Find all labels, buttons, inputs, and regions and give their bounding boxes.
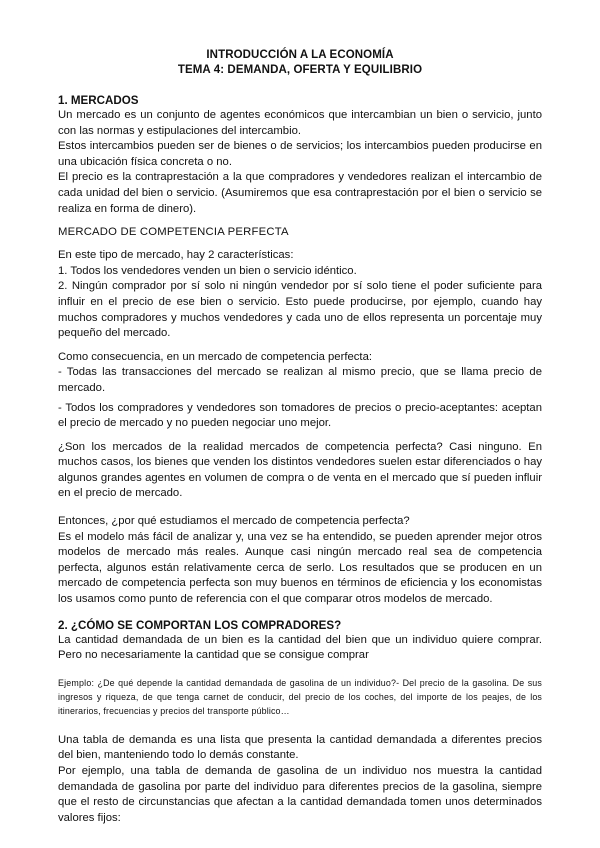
characteristics-intro: En este tipo de mercado, hay 2 características:	[58, 249, 294, 262]
characteristic-1: 1. Todos los vendedores venden un bien o servicio idéntico.	[58, 264, 357, 277]
example-text: ¿De qué depende la cantidad demandada de gasolina de un individuo?- Del precio de la gasolina. De sus ingresos y riqueza, de que tenga carnet de conducir, del precio de los coches, del importe de los peajes, de los itinerarios, frecuencias y precios del transporte público…	[58, 677, 542, 716]
why-study-answer: Es el modelo más fácil de analizar y, una vez se ha entendido, se pueden aprender mejor otros modelos de mercado más reales. Aunque casi ningún mercado real sea de competencia perfecta, algunos están relativamente cerca de serlo. Los resultados que se producen en un mercado de competencia perfecta son muy buenos en términos de eficiencia y los economistas los usamos como punto de referencia con el que comparar otros modelos de mercado.	[58, 530, 542, 606]
section-1-heading: 1. MERCADOS	[58, 94, 139, 107]
consequence-2: - Todos los compradores y vendedores son tomadores de precios o precio-aceptantes: aceptan el precio de mercado y no pueden negociar uno mejor.	[58, 401, 542, 430]
document-page	[58, 48, 542, 826]
section-2-heading: 2. ¿CÓMO SE COMPORTAN LOS COMPRADORES?	[58, 618, 342, 632]
section-2-paragraph-2: Una tabla de demanda es una lista que presenta la cantidad demandada a diferentes precios del bien, manteniendo todo lo demás constante.	[58, 733, 542, 762]
perfect-competition-subheading: MERCADO DE COMPETENCIA PERFECTA	[58, 226, 289, 239]
example-box	[58, 676, 542, 718]
section-2-paragraph-3: Por ejemplo, una tabla de demanda de gasolina de un individuo nos muestra la cantidad demandada de gasolina por parte del individuo para diferentes precios de la gasolina, siempre que el resto de circunstancias que afectan a la cantidad demandada tomen unos determinados valores fijos:	[58, 765, 542, 824]
why-study-question: Entonces, ¿por qué estudiamos el mercado de competencia perfecta?	[58, 515, 410, 528]
section-1-paragraph-2: Estos intercambios pueden ser de bienes o de servicios; los intercambios pueden producirse en una ubicación física concreta o no.	[58, 140, 542, 168]
section-1-paragraph-1: Un mercado es un conjunto de agentes económicos que intercambian un bien o servicio, junto con las normas y estipulaciones del intercambio.	[58, 109, 542, 137]
title-line-1: INTRODUCCIÓN A LA ECONOMÍA	[206, 49, 394, 61]
document-title	[58, 48, 542, 78]
example-label: Ejemplo:	[58, 677, 95, 688]
real-markets-paragraph: ¿Son los mercados de la realidad mercados de competencia perfecta? Casi ninguno. En muchos casos, los bienes que venden los distintos vendedores suelen estar diferenciados o hay algunos grandes agentes en volumen de compra o de venta en el mercado que sí pueden influir en el precio de mercado.	[58, 440, 542, 500]
consequence-1: - Todas las transacciones del mercado se realizan al mismo precio, que se llama precio de mercado.	[58, 366, 542, 394]
section-2-paragraph-1: La cantidad demandada de un bien es la cantidad del bien que un individuo quiere comprar. Pero no necesariamente la cantidad que se consigue comprar	[58, 633, 542, 662]
characteristic-2: 2. Ningún comprador por sí solo ni ningún vendedor por sí solo tiene el poder suficiente para influir en el precio de ese bien o servicio. Esto puede producirse, por ejemplo, cuando hay muchos compradores y muchos vendedores y cada uno de ellos representa un porcentaje muy pequeño del mercado.	[58, 280, 542, 340]
section-1-paragraph-3: El precio es la contraprestación a la que compradores y vendedores realizan el intercambio de cada unidad del bien o servicio. (Asumiremos que esa contraprestación por el bien o servicio se realiza en forma de dinero).	[58, 171, 542, 215]
consequence-intro: Como consecuencia, en un mercado de competencia perfecta:	[58, 350, 372, 363]
title-line-2: TEMA 4: DEMANDA, OFERTA Y EQUILIBRIO	[177, 64, 423, 76]
